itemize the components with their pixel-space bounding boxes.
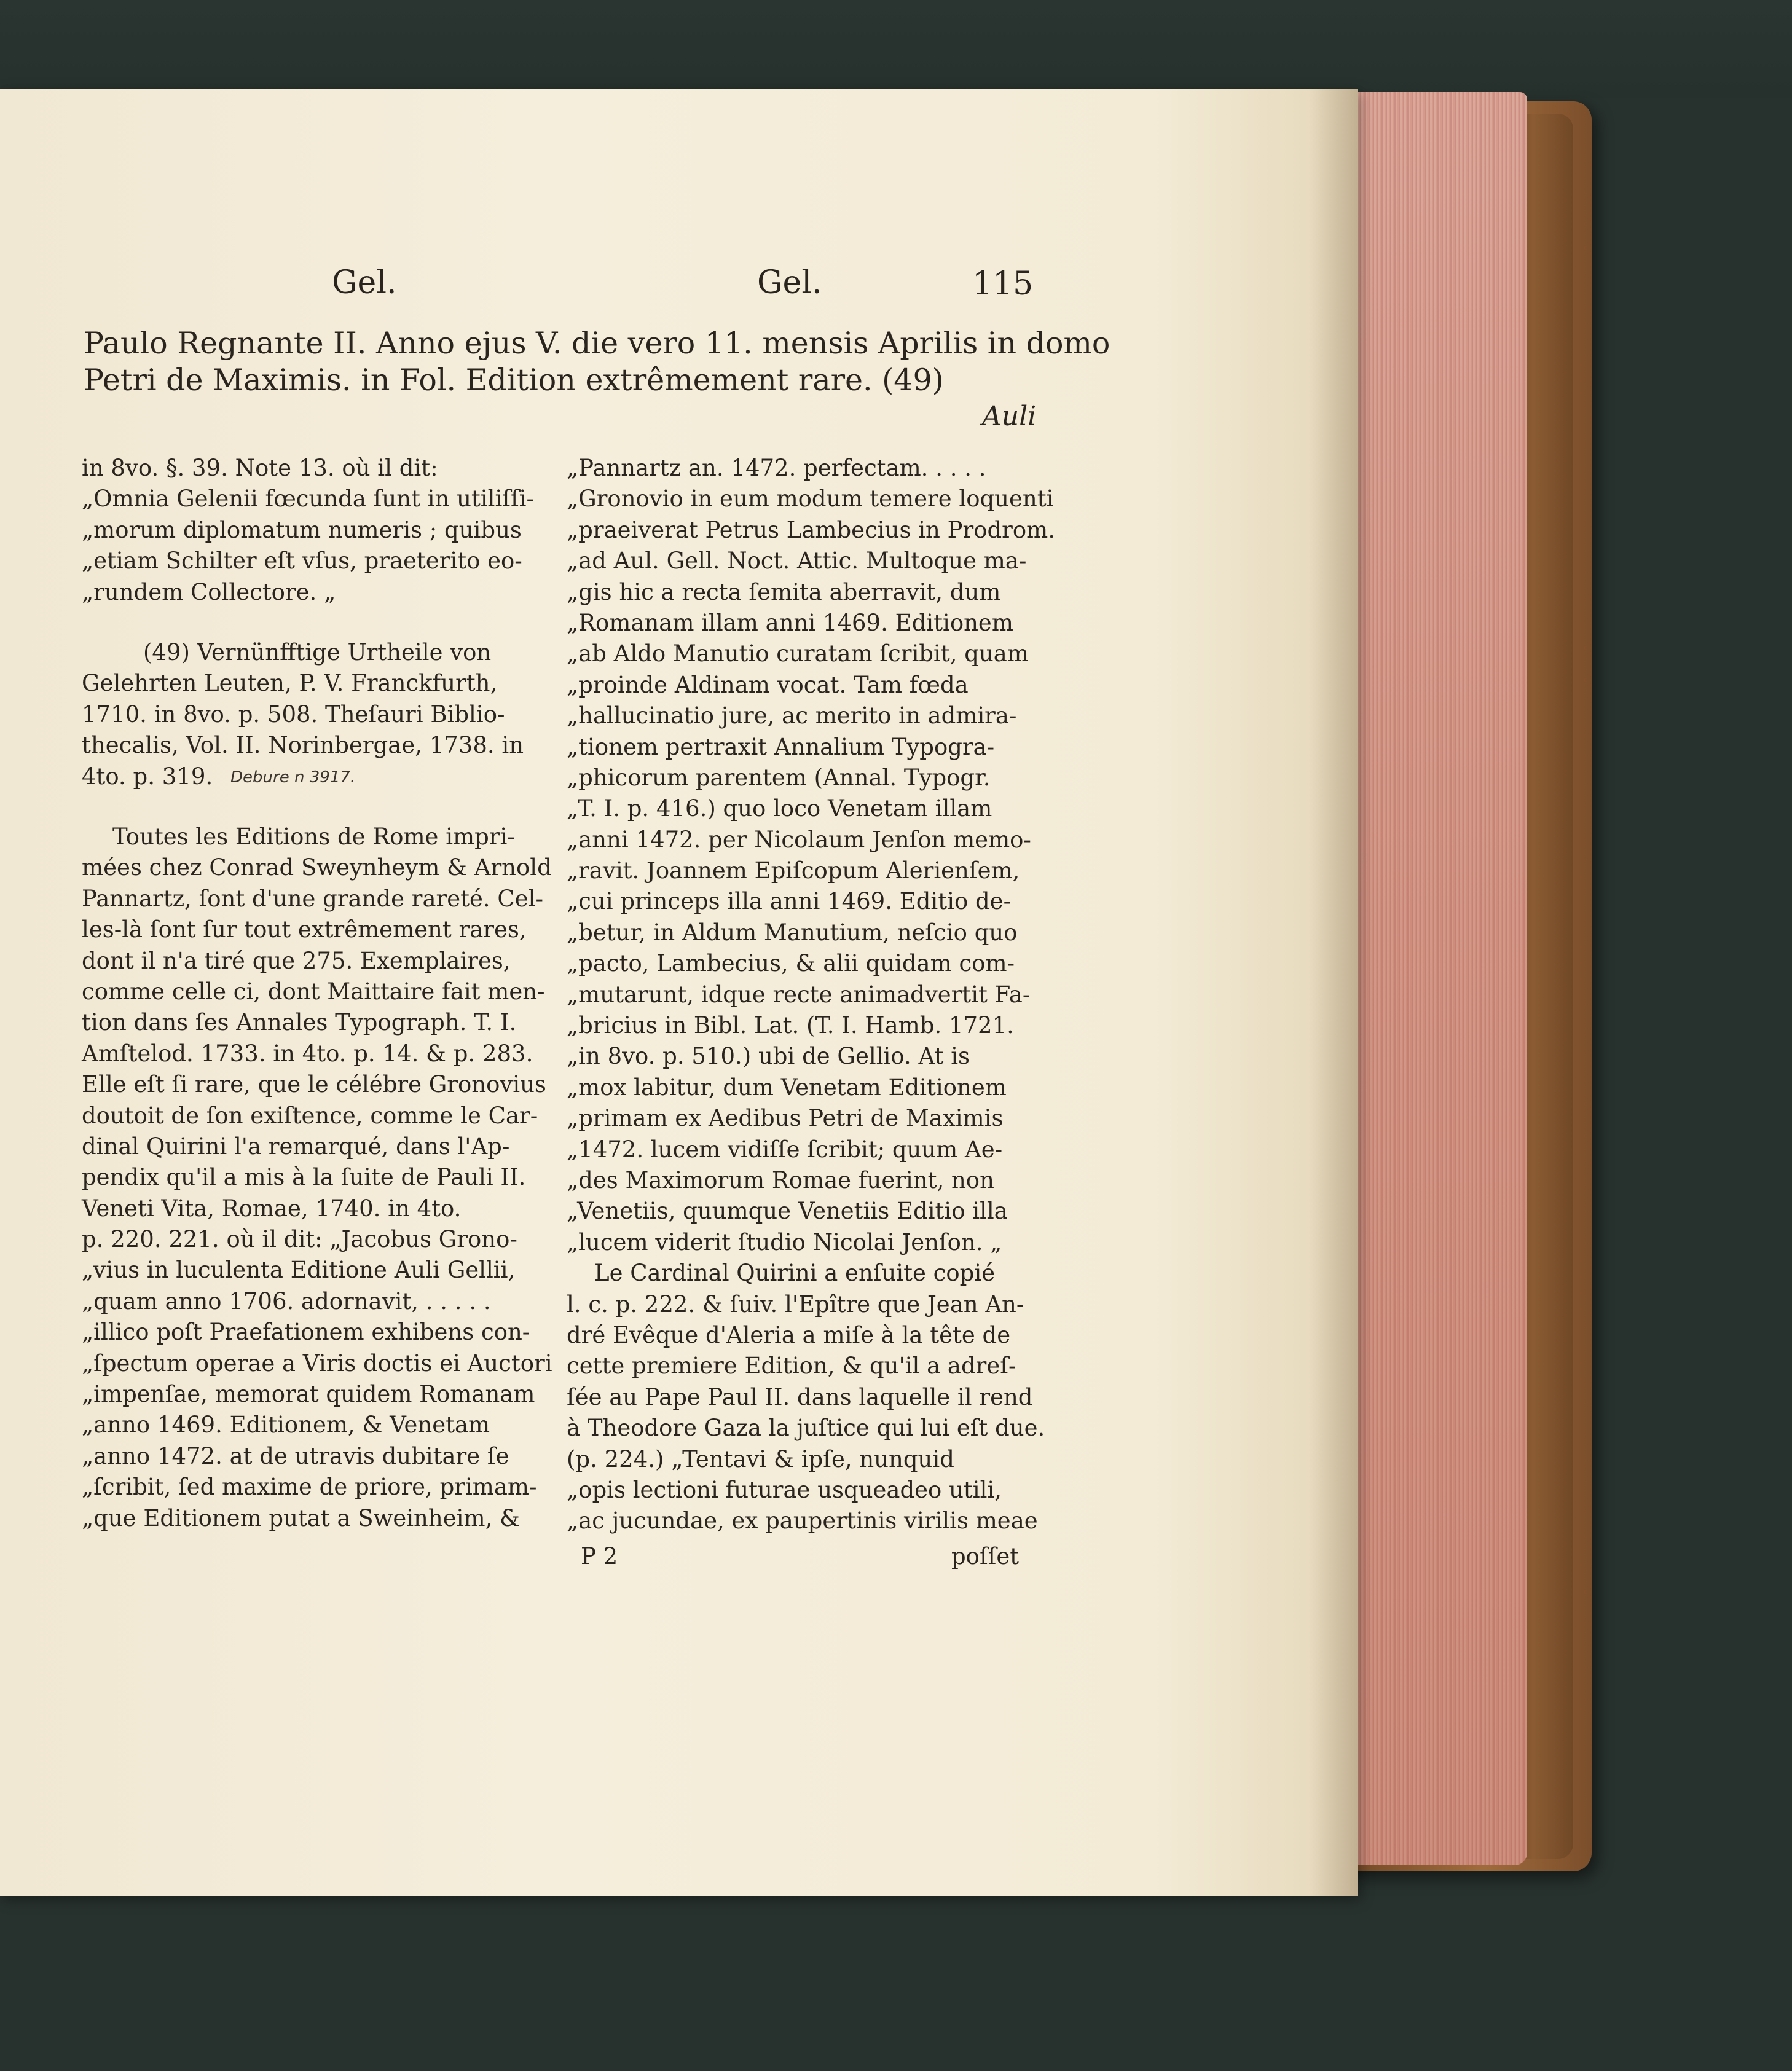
text-line: Elle eſt ſi rare, que le célébre Gronovius (82, 1071, 546, 1098)
text-line: „des Maximorum Romae fuerint, non (567, 1166, 994, 1193)
text-line: „ſpectum operae a Viris doctis ei Auctori (82, 1350, 552, 1377)
text-line: „betur, in Aldum Manutium, neſcio quo (567, 919, 1018, 946)
page-shadow (1309, 89, 1358, 1896)
text-line: „ab Aldo Manutio curatam ſcribit, quam (567, 640, 1029, 667)
text-line: „hallucinatio jure, ac merito in admira- (567, 702, 1017, 729)
background (0, 0, 1792, 98)
text-line: „1472. lucem vidiſſe ſcribit; quum Ae- (567, 1136, 1003, 1163)
text-line: dont il n'a tiré que 275. Exemplaires, (82, 947, 511, 974)
intro-line-2: Petri de Maximis. in Fol. Edition extrêmement rare. (49) (84, 363, 944, 398)
text-line: (49) Vernünfftige Urtheile von (143, 639, 492, 666)
text-line: „primam ex Aedibus Petri de Maximis (567, 1105, 1004, 1132)
text-line: „rundem Collectore. „ (82, 578, 336, 605)
text-line: mées chez Conrad Sweynheym & Arnold (82, 854, 552, 881)
text-line: pendix qu'il a mis à la ſuite de Pauli II. (82, 1164, 526, 1191)
text-line: „Pannartz an. 1472. perfectam. . . . . (567, 455, 986, 481)
text-line: l. c. p. 222. & ſuiv. l'Epître que Jean An- (567, 1291, 1024, 1318)
text-line: „tionem pertraxit Annalium Typogra- (567, 733, 995, 760)
right-column (567, 453, 1055, 1537)
text-line: „ac jucundae, ex paupertinis virilis meae (567, 1507, 1038, 1535)
text-line: „lucem viderit ſtudio Nicolai Jenſon. „ (567, 1228, 1002, 1256)
text-line: comme celle ci, dont Maittaire fait men- (82, 978, 545, 1005)
text-line: „pacto, Lambecius, & alii quidam com- (567, 950, 1015, 977)
catchword-auli: Auli (982, 401, 1037, 432)
text-line: „ad Aul. Gell. Noct. Attic. Multoque ma- (567, 548, 1027, 575)
text-line: „gis hic a recta ſemita aberravit, dum (567, 578, 1001, 605)
text-line: „ſcribit, ſed maxime de priore, primam- (82, 1474, 537, 1501)
left-block-1 (82, 453, 534, 608)
text-line: „Romanam illam anni 1469. Editionem (567, 609, 1013, 636)
running-head-left: Gel. (332, 264, 397, 301)
text-line: Gelehrten Leuten, P. V. Franckfurth, (82, 670, 498, 697)
text-line: „mox labitur, dum Venetam Editionem (567, 1074, 1007, 1101)
text-line: p. 220. 221. où il dit: „Jacobus Grono- (82, 1226, 517, 1253)
text-line: Pannartz, ſont d'une grande rareté. Cel- (82, 885, 543, 912)
text-line: „impenſae, memorat quidem Romanam (82, 1381, 535, 1408)
text-line: à Theodore Gaza la juſtice qui lui eſt due. (567, 1415, 1045, 1442)
text-line: „cui princeps illa anni 1469. Editio de- (567, 888, 1012, 915)
text-line: „etiam Schilter eſt vſus, praeterito eo- (82, 548, 522, 575)
text-line: (p. 224.) „Tentavi & ipſe, nunquid (567, 1445, 954, 1472)
text-line: „anno 1472. at de utravis dubitare ſe (82, 1442, 509, 1469)
catchword-posset: poſſet (951, 1543, 1020, 1570)
text-line: Amſtelod. 1733. in 4to. p. 14. & p. 283. (82, 1040, 533, 1067)
text-line: dinal Quirini l'a remarqué, dans l'Ap- (82, 1133, 510, 1160)
text-line: les-là ſont ſur tout extrêmement rares, (82, 916, 527, 943)
text-line: „Venetiis, quumque Venetiis Editio illa (567, 1198, 1008, 1225)
text-line: thecalis, Vol. II. Norinbergae, 1738. in (82, 732, 524, 759)
text-line: „anno 1469. Editionem, & Venetam (82, 1412, 490, 1439)
text-line: in 8vo. §. 39. Note 13. où il dit: (82, 455, 438, 481)
text-line: „opis lectioni futurae usqueadeo utili, (567, 1476, 1002, 1503)
text-line: „anni 1472. per Nicolaum Jenſon memo- (567, 826, 1031, 853)
text-line: tion dans ſes Annales Typograph. T. I. (82, 1009, 517, 1036)
text-line: „quam anno 1706. adornavit, . . . . . (82, 1287, 491, 1315)
running-head-center: Gel. (757, 264, 822, 301)
text-line: „morum diplomatum numeris ; quibus (82, 516, 522, 543)
text-line: doutoit de ſon exiſtence, comme le Car- (82, 1102, 538, 1129)
text-line: „praeiverat Petrus Lambecius in Prodrom. (567, 516, 1055, 543)
text-line: Veneti Vita, Romae, 1740. in 4to. (82, 1195, 462, 1222)
text-line: „proinde Aldinam vocat. Tam fœda (567, 671, 969, 698)
page-edges (1343, 92, 1527, 1865)
text-line: „bricius in Bibl. Lat. (T. I. Hamb. 1721. (567, 1012, 1014, 1039)
text-line: „in 8vo. p. 510.) ubi de Gellio. At is (567, 1043, 970, 1070)
text-line: „vius in luculenta Editione Auli Gellii, (82, 1257, 516, 1284)
text-line: „illico poſt Praefationem exhibens con- (82, 1319, 530, 1346)
text-line: „mutarunt, idque recte animadvertit Fa- (567, 981, 1031, 1008)
text-line: „Omnia Gelenii fœcunda ſunt in utiliſſi- (82, 485, 535, 513)
signature-mark: P 2 (581, 1543, 618, 1570)
text-line: „T. I. p. 416.) quo loco Venetam illam (567, 795, 992, 822)
handwritten-note: Debure n 3917. (230, 768, 356, 787)
text-line: dré Evêque d'Aleria a miſe à la tête de (567, 1321, 1011, 1348)
text-line: 4to. p. 319. (82, 763, 213, 790)
text-line: „Gronovio in eum modum temere loquenti (567, 485, 1054, 513)
text-line: cette premiere Edition, & qu'il a adreſ- (567, 1353, 1016, 1380)
text-line: „que Editionem putat a Sweinheim, & (82, 1504, 520, 1531)
text-line: 1710. in 8vo. p. 508. Theſauri Biblio- (82, 701, 505, 728)
text-line: Toutes les Editions de Rome impri- (112, 823, 515, 850)
text-line: Le Cardinal Quirini a enſuite copié (594, 1260, 996, 1287)
left-block-3 (82, 822, 552, 1534)
text-line: „ravit. Joannem Epiſcopum Alerienſem, (567, 857, 1020, 884)
page-number: 115 (972, 265, 1034, 302)
text-line: ſée au Pape Paul II. dans laquelle il rend (567, 1383, 1033, 1410)
intro-line-1: Paulo Regnante II. Anno ejus V. die vero 11. mensis Aprilis in domo (84, 326, 1110, 361)
text-line: „phicorum parentem (Annal. Typogr. (567, 764, 991, 791)
